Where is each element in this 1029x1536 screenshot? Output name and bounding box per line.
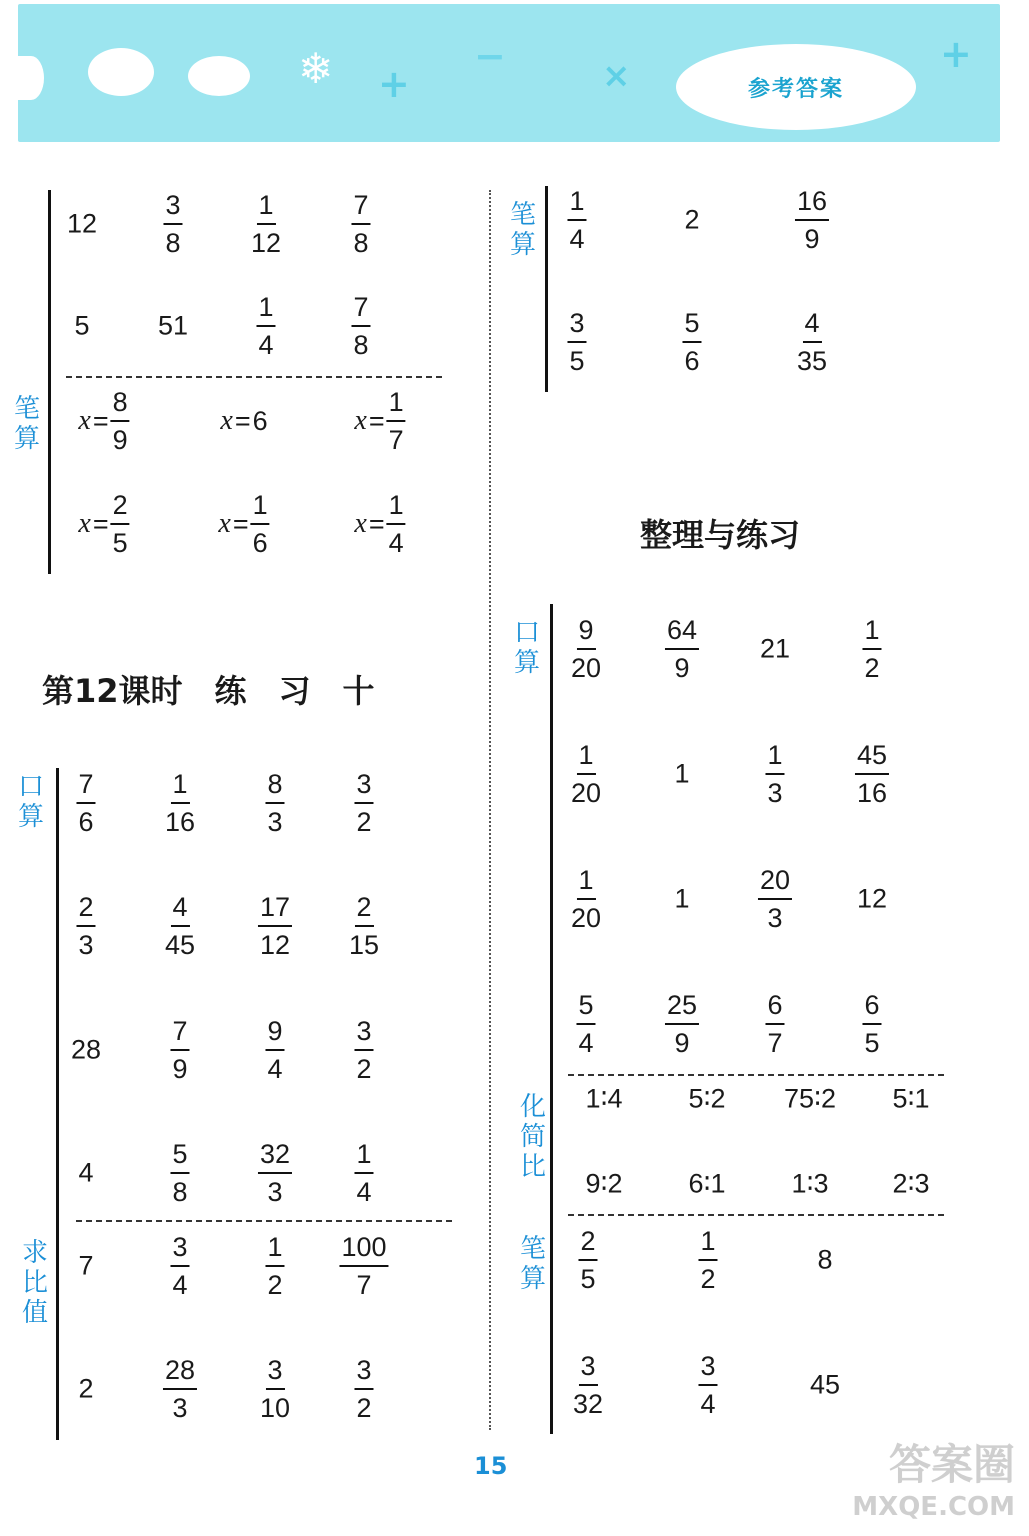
value: 12 [856,883,888,914]
ratio-answer: 5∶2 [688,1083,726,1114]
numerator: 7 [76,766,95,804]
fraction [578,1223,597,1297]
denominator: 32 [572,1389,604,1419]
answer-cell [810,1370,840,1401]
fraction [795,183,829,257]
value: 8 [817,1244,833,1275]
numerator: 1 [256,289,275,327]
denominator: 7 [767,1028,783,1058]
denominator: 3 [767,903,783,933]
denominator: 20 [570,903,602,933]
denominator: 6 [684,346,700,376]
fraction [354,1136,373,1210]
numerator: 2 [578,1223,597,1261]
answer-cell [265,1229,284,1303]
numerator: 8 [265,766,284,804]
answer-cell [351,187,370,261]
equation-answer [78,487,129,561]
denominator: 5 [864,1028,880,1058]
fraction [170,1229,189,1303]
answer-cell [78,1251,93,1282]
numerator: 6 [862,987,881,1025]
answer-cell [354,1013,373,1087]
variable: x [354,508,367,539]
denominator: 5 [580,1264,596,1294]
equals-sign: = [234,405,251,436]
numerator: 2 [354,889,373,927]
fraction [665,987,699,1061]
answer-cell [576,987,595,1061]
fraction [862,987,881,1061]
answer-cell [265,1013,284,1087]
value: 5 [74,310,90,341]
answer-cell [249,187,283,261]
value: 21 [759,633,791,664]
variable: x [220,405,233,436]
numerator: 3 [354,766,373,804]
answer-cell [158,311,188,342]
fraction [163,766,197,840]
denominator: 8 [165,228,181,258]
denominator: 9 [804,224,820,254]
denominator: 6 [252,528,268,558]
fraction [163,187,182,261]
value: 51 [157,310,189,341]
answer-cell [170,1013,189,1087]
fraction [249,187,283,261]
fraction [76,766,95,840]
numerator: 32 [258,1136,292,1174]
denominator: 2 [356,807,372,837]
dashed-divider [76,1220,452,1222]
denominator: 4 [172,1270,188,1300]
value: 12 [66,208,98,239]
numerator: 64 [665,612,699,650]
tag-bisuan: 笔算 [519,1234,546,1294]
equals-sign: = [368,405,385,436]
fraction [354,766,373,840]
answer-cell [571,1348,605,1422]
denominator: 16 [164,807,196,837]
fraction [76,889,95,963]
answer-cell [760,634,790,665]
answer-cell [857,884,887,915]
answer-cell [354,1136,373,1210]
denominator: 7 [356,1270,372,1300]
equals-sign: = [368,508,385,539]
numerator: 5 [170,1136,189,1174]
dashed-divider [66,376,442,378]
variable: x [78,405,91,436]
numerator: 1 [765,737,784,775]
fraction [571,1348,605,1422]
times-icon: × [602,56,631,96]
section-bar [545,186,548,392]
section-title: 整理与练习 [640,516,801,554]
answer-cell [665,612,699,686]
lesson-title: 第12课时 练 习 十 [42,672,375,710]
denominator: 4 [388,528,404,558]
denominator: 3 [267,1177,283,1207]
cloud-icon [88,48,154,96]
denominator: 20 [570,653,602,683]
answer-cell [698,1223,717,1297]
fraction [682,305,701,379]
plus-icon: + [378,62,410,106]
numerator: 16 [795,183,829,221]
answer-cell [862,987,881,1061]
ratio-answer: 9∶2 [585,1168,623,1199]
fraction [258,1136,292,1210]
snowflake-icon: ❄ [298,44,334,93]
fraction [855,737,889,811]
fraction [765,987,784,1061]
denominator: 5 [569,346,585,376]
denominator: 2 [864,653,880,683]
answer-cell [170,1229,189,1303]
fraction [862,612,881,686]
denominator: 4 [700,1389,716,1419]
value: 4 [78,1157,94,1188]
fraction [251,487,270,561]
answer-cell [78,1158,93,1189]
denominator: 8 [172,1177,188,1207]
numerator: 9 [265,1013,284,1051]
answer-cell [76,889,95,963]
equals-sign: = [232,508,249,539]
equation-answer [354,487,405,561]
numerator: 1 [576,862,595,900]
denominator: 9 [674,653,690,683]
fraction [567,305,586,379]
fraction [111,487,130,561]
numerator: 17 [258,889,292,927]
answer-cell [795,305,829,379]
equation-answer [220,405,267,437]
ratio-answer: 5∶1 [892,1083,930,1114]
section-bar [56,768,59,1440]
numerator: 3 [354,1352,373,1390]
numerator: 20 [758,862,792,900]
numerator: 3 [163,187,182,225]
fraction [163,889,197,963]
fraction [256,289,275,363]
ratio-answer: 2∶3 [892,1168,930,1199]
tag-qiubizhi: 求比值 [21,1238,48,1328]
numerator: 1 [256,187,275,225]
answer-cell [74,311,89,342]
numerator: 7 [351,187,370,225]
value: 28 [70,1034,102,1065]
answer-cell [569,862,603,936]
numerator: 4 [170,889,189,927]
numerator: 4 [802,305,821,343]
denominator: 4 [356,1177,372,1207]
numerator: 1 [387,384,406,422]
answer-cell [567,183,586,257]
denominator: 3 [78,930,94,960]
denominator: 8 [353,330,369,360]
fraction [795,305,829,379]
equals-sign: = [92,508,109,539]
ratio-answer: 75∶2 [783,1083,837,1114]
fraction [258,1352,292,1426]
tag-huajianbi: 化简比 [519,1092,546,1182]
denominator: 35 [796,346,828,376]
numerator: 1 [576,737,595,775]
denominator: 3 [172,1393,188,1423]
ratio-answer: 1∶4 [585,1083,623,1114]
answer-cell [71,1035,101,1066]
answer-cell [698,1348,717,1422]
ratio-answer: 6∶1 [688,1168,726,1199]
numerator: 9 [576,612,595,650]
answer-cell [265,766,284,840]
value: 1 [674,883,690,914]
answer-cell [862,612,881,686]
fraction [569,612,603,686]
numerator: 5 [682,305,701,343]
numerator: 6 [765,987,784,1025]
fraction [351,187,370,261]
fraction [698,1348,717,1422]
answer-cell [67,209,97,240]
value: 45 [809,1369,841,1400]
equation-answer [218,487,269,561]
fraction [265,766,284,840]
denominator: 16 [856,778,888,808]
value: 1 [674,758,690,789]
denominator: 4 [578,1028,594,1058]
numerator: 3 [578,1348,597,1386]
denominator: 9 [112,425,128,455]
answer-cell [567,305,586,379]
answer-cell [170,1136,189,1210]
numerator: 25 [665,987,699,1025]
denominator: 15 [348,930,380,960]
fraction [387,384,406,458]
fraction [567,183,586,257]
value: 6 [252,405,268,436]
fraction [354,1352,373,1426]
denominator: 20 [570,778,602,808]
fraction [569,737,603,811]
tag-bisuan: 笔算 [13,394,40,454]
tag-kousuan: 口算 [17,772,44,832]
answer-cell [795,183,829,257]
fraction [765,737,784,811]
page-number: 15 [474,1452,508,1480]
answer-cell [354,766,373,840]
fraction [698,1223,717,1297]
value: 2 [78,1373,94,1404]
denominator: 2 [267,1270,283,1300]
fraction [351,289,370,363]
value: 2 [684,204,700,235]
value: 7 [78,1250,94,1281]
numerator: 3 [698,1348,717,1386]
numerator: 28 [163,1352,197,1390]
equation-answer [78,384,129,458]
answer-cell [354,1352,373,1426]
answer-cell [256,289,275,363]
ratio-answer: 1∶3 [791,1168,829,1199]
numerator: 7 [351,289,370,327]
answer-cell [569,612,603,686]
numerator: 1 [387,487,406,525]
answer-cell [163,187,182,261]
fraction [758,862,792,936]
answer-cell [569,737,603,811]
denominator: 7 [388,425,404,455]
denominator: 3 [767,778,783,808]
answer-cell [682,305,701,379]
fraction [258,889,292,963]
answer-cell [76,766,95,840]
numerator: 7 [170,1013,189,1051]
fraction [339,1229,388,1303]
variable: x [78,508,91,539]
denominator: 8 [353,228,369,258]
denominator: 2 [700,1264,716,1294]
denominator: 4 [258,330,274,360]
cloud-icon [188,56,250,96]
answer-cell [665,987,699,1061]
answer-cell [258,1352,292,1426]
numerator: 100 [339,1229,388,1267]
section-bar [550,604,553,1434]
numerator: 1 [862,612,881,650]
tag-bisuan: 笔算 [509,200,536,260]
answer-cell [351,289,370,363]
answer-cell [339,1229,388,1303]
answer-cell [765,737,784,811]
numerator: 1 [698,1223,717,1261]
denominator: 6 [78,807,94,837]
fraction [163,1352,197,1426]
answer-cell [684,205,699,236]
denominator: 3 [267,807,283,837]
answer-cell [817,1245,832,1276]
answer-cell [674,759,689,790]
answer-cell [258,889,292,963]
minus-icon: − [474,34,506,78]
fraction [665,612,699,686]
numerator: 1 [251,487,270,525]
denominator: 2 [356,1054,372,1084]
numerator: 45 [855,737,889,775]
answer-cell [765,987,784,1061]
answer-cell [578,1223,597,1297]
fraction [170,1013,189,1087]
equals-sign: = [92,405,109,436]
numerator: 3 [170,1229,189,1267]
cloud-icon [18,56,44,100]
numerator: 5 [576,987,595,1025]
variable: x [354,405,367,436]
tag-kousuan: 口算 [513,618,540,678]
fraction [354,1013,373,1087]
column-divider [489,190,491,1430]
answer-cell [674,884,689,915]
answer-cell [78,1374,93,1405]
dashed-divider [568,1214,944,1216]
answer-cell [163,766,197,840]
fraction [111,384,130,458]
fraction [265,1229,284,1303]
denominator: 2 [356,1393,372,1423]
denominator: 10 [259,1393,291,1423]
numerator: 3 [354,1013,373,1051]
answer-cell [855,737,889,811]
answer-cell [758,862,792,936]
plus-icon: + [940,32,972,76]
fraction [347,889,381,963]
fraction [170,1136,189,1210]
equation-answer [354,384,405,458]
variable: x [218,508,231,539]
numerator: 8 [111,384,130,422]
denominator: 4 [267,1054,283,1084]
section-bar [48,190,51,574]
denominator: 9 [172,1054,188,1084]
answer-cell [258,1136,292,1210]
fraction [569,862,603,936]
answer-cell [163,1352,197,1426]
fraction [265,1013,284,1087]
answer-cell [163,889,197,963]
denominator: 4 [569,224,585,254]
fraction [387,487,406,561]
numerator: 3 [265,1352,284,1390]
answer-cell [347,889,381,963]
numerator: 2 [111,487,130,525]
watermark-url: MXQE.COM [852,1492,1015,1522]
numerator: 1 [354,1136,373,1174]
dashed-divider [568,1074,944,1076]
denominator: 9 [674,1028,690,1058]
denominator: 12 [250,228,282,258]
numerator: 1 [265,1229,284,1267]
numerator: 1 [170,766,189,804]
numerator: 3 [567,305,586,343]
answer-key-badge: 参考答案 [676,44,916,130]
denominator: 12 [259,930,291,960]
fraction [576,987,595,1061]
denominator: 5 [112,528,128,558]
numerator: 1 [567,183,586,221]
watermark-logo: 答案圈 [888,1440,1015,1489]
denominator: 45 [164,930,196,960]
numerator: 2 [76,889,95,927]
